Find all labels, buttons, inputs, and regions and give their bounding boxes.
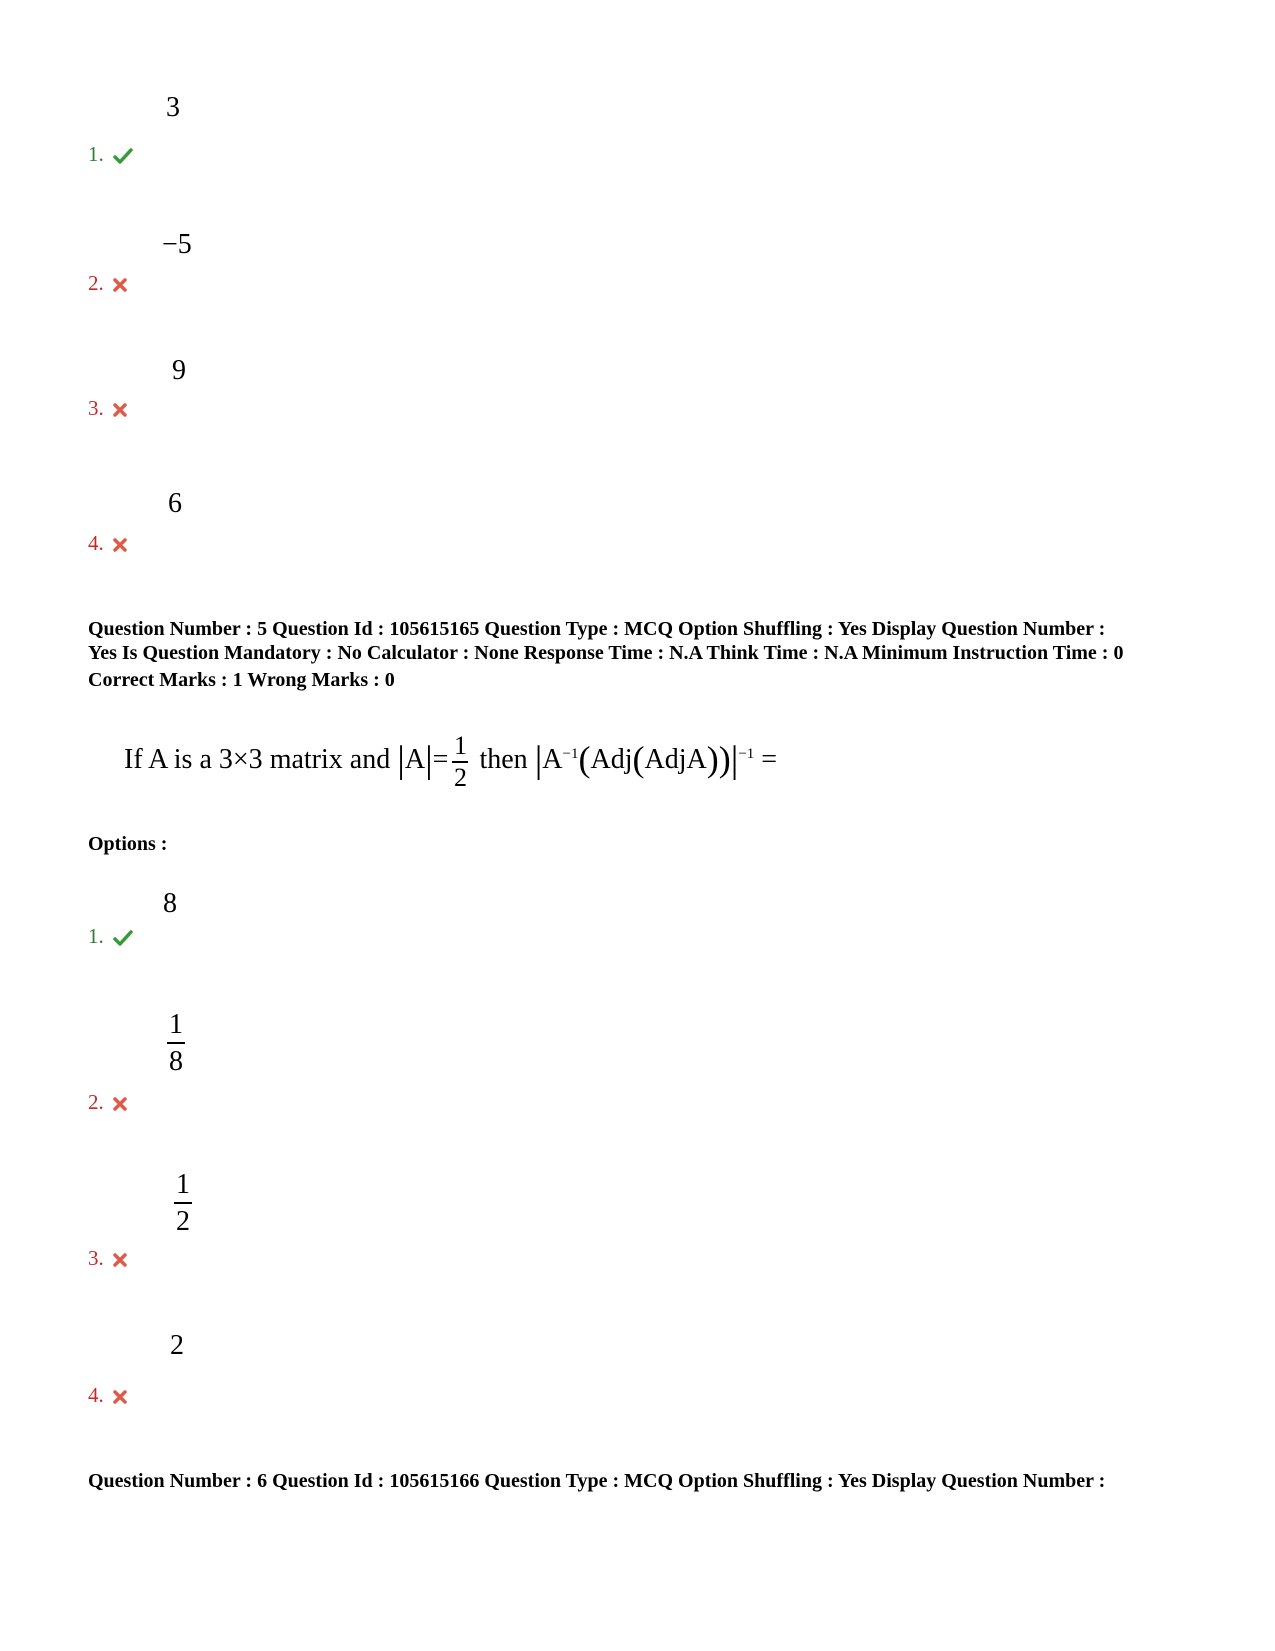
q5-option-3-numerator: 1 — [176, 1169, 190, 1200]
cross-icon — [113, 1253, 127, 1267]
q4-option-3 — [88, 398, 127, 419]
q5-option-2-value — [167, 1011, 185, 1076]
q5-option-4-value: 2 — [170, 1330, 184, 1361]
q5-option-2-denominator: 8 — [169, 1045, 183, 1077]
q4-option-2 — [88, 273, 127, 294]
q5-option-4 — [88, 1385, 127, 1406]
q5-options-label: Options : — [88, 833, 168, 855]
q5-question-expr-inner: AdjA — [644, 744, 707, 776]
check-icon — [113, 930, 133, 946]
q5-metadata — [88, 617, 1208, 692]
q5-option-3-value — [174, 1171, 192, 1236]
q5-question-dims: 3×3 — [218, 744, 263, 776]
q4-option-1-value: 3 — [166, 92, 180, 123]
q5-question-then: then — [472, 744, 535, 776]
q5-question-tail: = — [761, 744, 778, 776]
q5-option-2-numerator: 1 — [169, 1009, 183, 1040]
q5-option-3-denominator: 2 — [176, 1205, 190, 1237]
q5-option-1-number: 1. — [88, 924, 104, 948]
cross-icon — [113, 1097, 127, 1111]
q5-question-expr-exp: −1 — [562, 745, 579, 762]
q5-option-1-value: 8 — [163, 888, 177, 919]
q4-option-1 — [88, 144, 133, 165]
check-icon — [113, 148, 133, 164]
q4-option-3-value: 9 — [172, 355, 186, 386]
q5-question-expr-body: Adj — [590, 744, 633, 776]
q5-option-4-number: 4. — [88, 1383, 104, 1407]
q4-option-3-number: 3. — [88, 396, 104, 420]
q4-option-2-value: −5 — [162, 229, 192, 260]
q5-question-lead: If A is a — [124, 744, 219, 776]
q4-option-4 — [88, 533, 127, 554]
q5-fraction-numerator: 1 — [453, 731, 467, 760]
cross-icon — [113, 403, 127, 417]
q4-option-4-number: 4. — [88, 531, 104, 555]
cross-icon — [113, 1390, 127, 1404]
q5-marks: Correct Marks : 1 Wrong Marks : 0 — [88, 669, 395, 691]
q4-option-2-number: 2. — [88, 271, 104, 295]
cross-icon — [113, 538, 127, 552]
q5-fraction-denominator: 2 — [453, 762, 467, 792]
q5-question-text: If A is a 3×3 matrix and |A|= $\frac{1}{2}$ then $|A^{-1}(Adj(AdjA))|^{-1}$ = — [124, 731, 778, 792]
q5-option-3 — [88, 1248, 127, 1269]
q5-question-eq: = — [432, 744, 449, 776]
q5-question-expr-a: A — [542, 744, 563, 776]
q5-meta-line-1: Question Number : 5 Question Id : 105615165 Question Type : MCQ Option Shuffling : Yes Display Question Number : — [88, 618, 1106, 640]
q5-option-3-number: 3. — [88, 1246, 104, 1270]
cross-icon — [113, 278, 127, 292]
q4-option-1-number: 1. — [88, 142, 104, 166]
q5-question-abs-a: A — [404, 744, 426, 776]
q5-option-2 — [88, 1092, 127, 1113]
q5-question-fraction — [452, 733, 468, 791]
q5-question-outer-exp: −1 — [738, 745, 755, 762]
q5-question-mid: matrix and — [262, 744, 398, 776]
q5-option-1 — [88, 926, 133, 947]
q4-option-4-value: 6 — [168, 488, 182, 519]
q5-meta-line-2: Yes Is Question Mandatory : No Calculator : None Response Time : N.A Think Time : N.A Minimum Instruction Time : 0 — [88, 642, 1124, 664]
q6-metadata: Question Number : 6 Question Id : 105615166 Question Type : MCQ Option Shuffling : Yes Display Question Number : — [88, 1470, 1106, 1492]
q5-option-2-number: 2. — [88, 1090, 104, 1114]
